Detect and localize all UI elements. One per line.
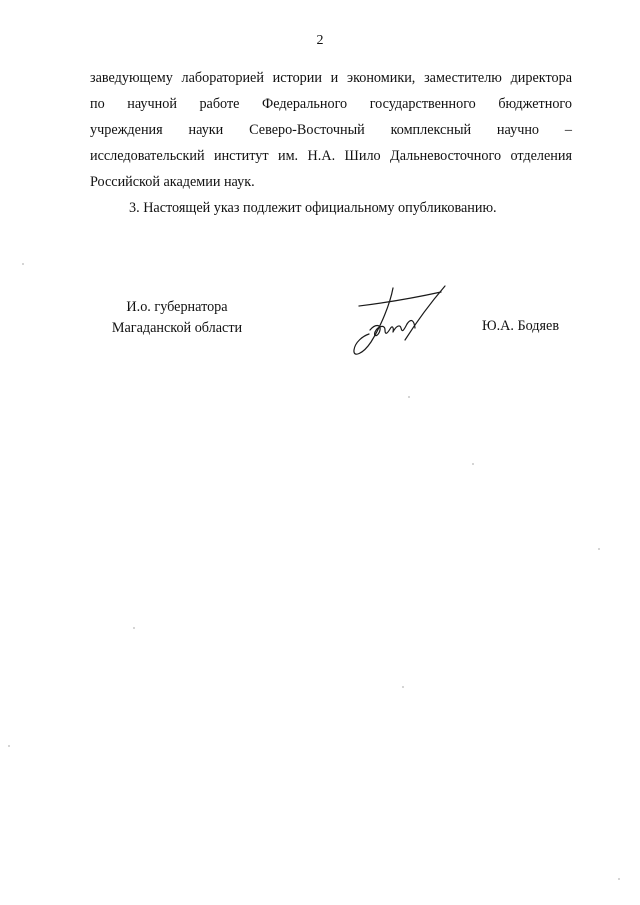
scan-speck: [22, 263, 24, 265]
scan-speck: [598, 548, 600, 550]
scan-speck: [472, 463, 474, 465]
body-line: по научной работе Федерального государственного бюджетного: [90, 96, 572, 112]
scan-speck: [618, 878, 620, 880]
signer-name: Ю.А. Бодяев: [482, 318, 560, 334]
decree-text: [90, 65, 572, 221]
handwritten-signature: [345, 284, 450, 360]
body-line: Российской академии наук.: [90, 174, 255, 190]
position-line-2: Магаданской области: [111, 320, 243, 336]
scan-speck: [402, 686, 404, 688]
position-line-1: И.о. губернатора: [126, 299, 228, 315]
signatory-position: [92, 297, 262, 339]
body-line: учреждения науки Северо-Восточный комплексный научно –: [90, 122, 572, 138]
page-number: 2: [316, 33, 324, 48]
clause-3: 3. Настоящей указ подлежит официальному опубликованию.: [129, 200, 497, 216]
scan-speck: [408, 396, 410, 398]
body-line: исследовательский институт им. Н.А. Шило Дальневосточного отделения: [90, 148, 572, 164]
body-line: заведующему лабораторией истории и экономики, заместителю директора: [90, 70, 572, 86]
scan-speck: [8, 745, 10, 747]
scan-speck: [133, 627, 135, 629]
